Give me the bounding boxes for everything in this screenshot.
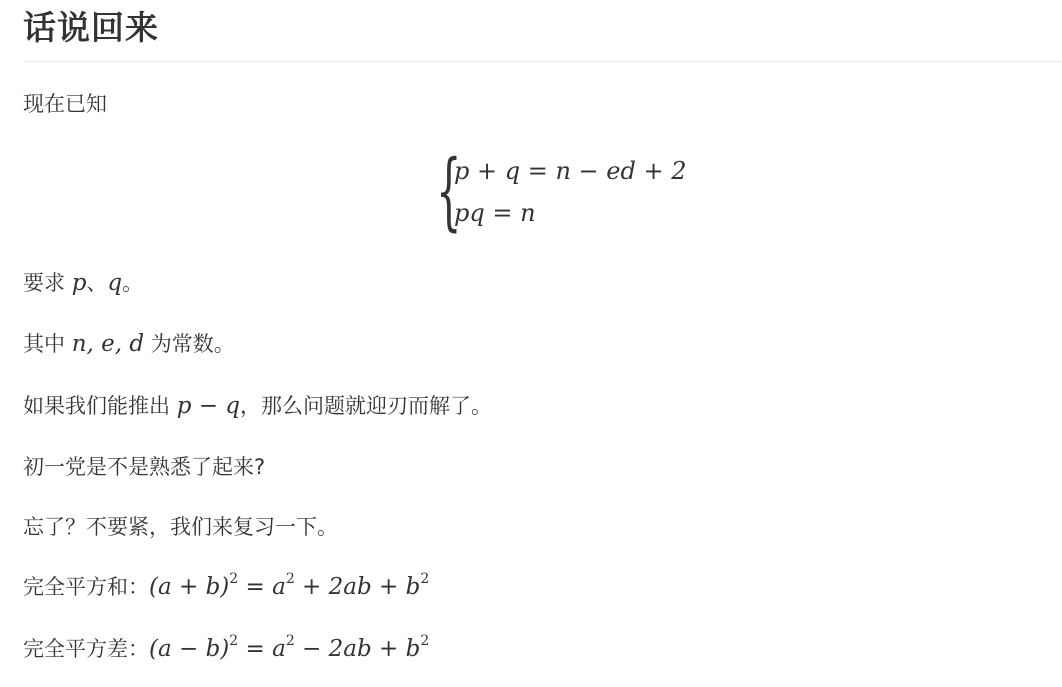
heading-divider [23,61,1062,62]
intro-paragraph: 现在已知 [23,92,107,116]
formula-square-difference: $(a - b)^2 = a^2 - 2ab + b^2$ [149,633,430,662]
paragraph-square-sum [23,572,429,602]
formula-square-sum: $(a + b)^2 = a^2 + 2ab + b^2$ [149,571,430,600]
text-end: 为常数。 [144,332,235,356]
equation-system [436,144,736,240]
math-q: q [107,270,123,296]
equation-line-2: pq = n [454,199,536,227]
separator: 、 [86,271,108,295]
math-p-minus-q: p − q [176,393,241,419]
text-end: 。 [122,271,144,295]
paragraph-square-difference [23,634,429,664]
math-constants: n, e, d [71,331,145,357]
text-end: ，那么问题就迎刃而解了。 [240,394,493,418]
math-p: p [71,270,87,296]
paragraph-familiar: 初一党是不是熟悉了起来? [23,455,266,479]
paragraph-review: 忘了？不要紧，我们来复习一下。 [23,515,338,539]
paragraph-constants [23,329,235,359]
paragraph-p-minus-q [23,391,492,421]
label: 完全平方和： [23,575,149,599]
left-brace: { [436,143,462,241]
text: 如果我们能推出 [23,394,177,418]
equation-line-1: p + q = n − ed + 2 [454,157,687,185]
label: 完全平方差： [23,637,149,661]
text: 其中 [23,332,72,356]
section-heading: 话说回来 [23,8,159,47]
text: 要求 [23,271,72,295]
paragraph-find-pq [23,268,143,298]
